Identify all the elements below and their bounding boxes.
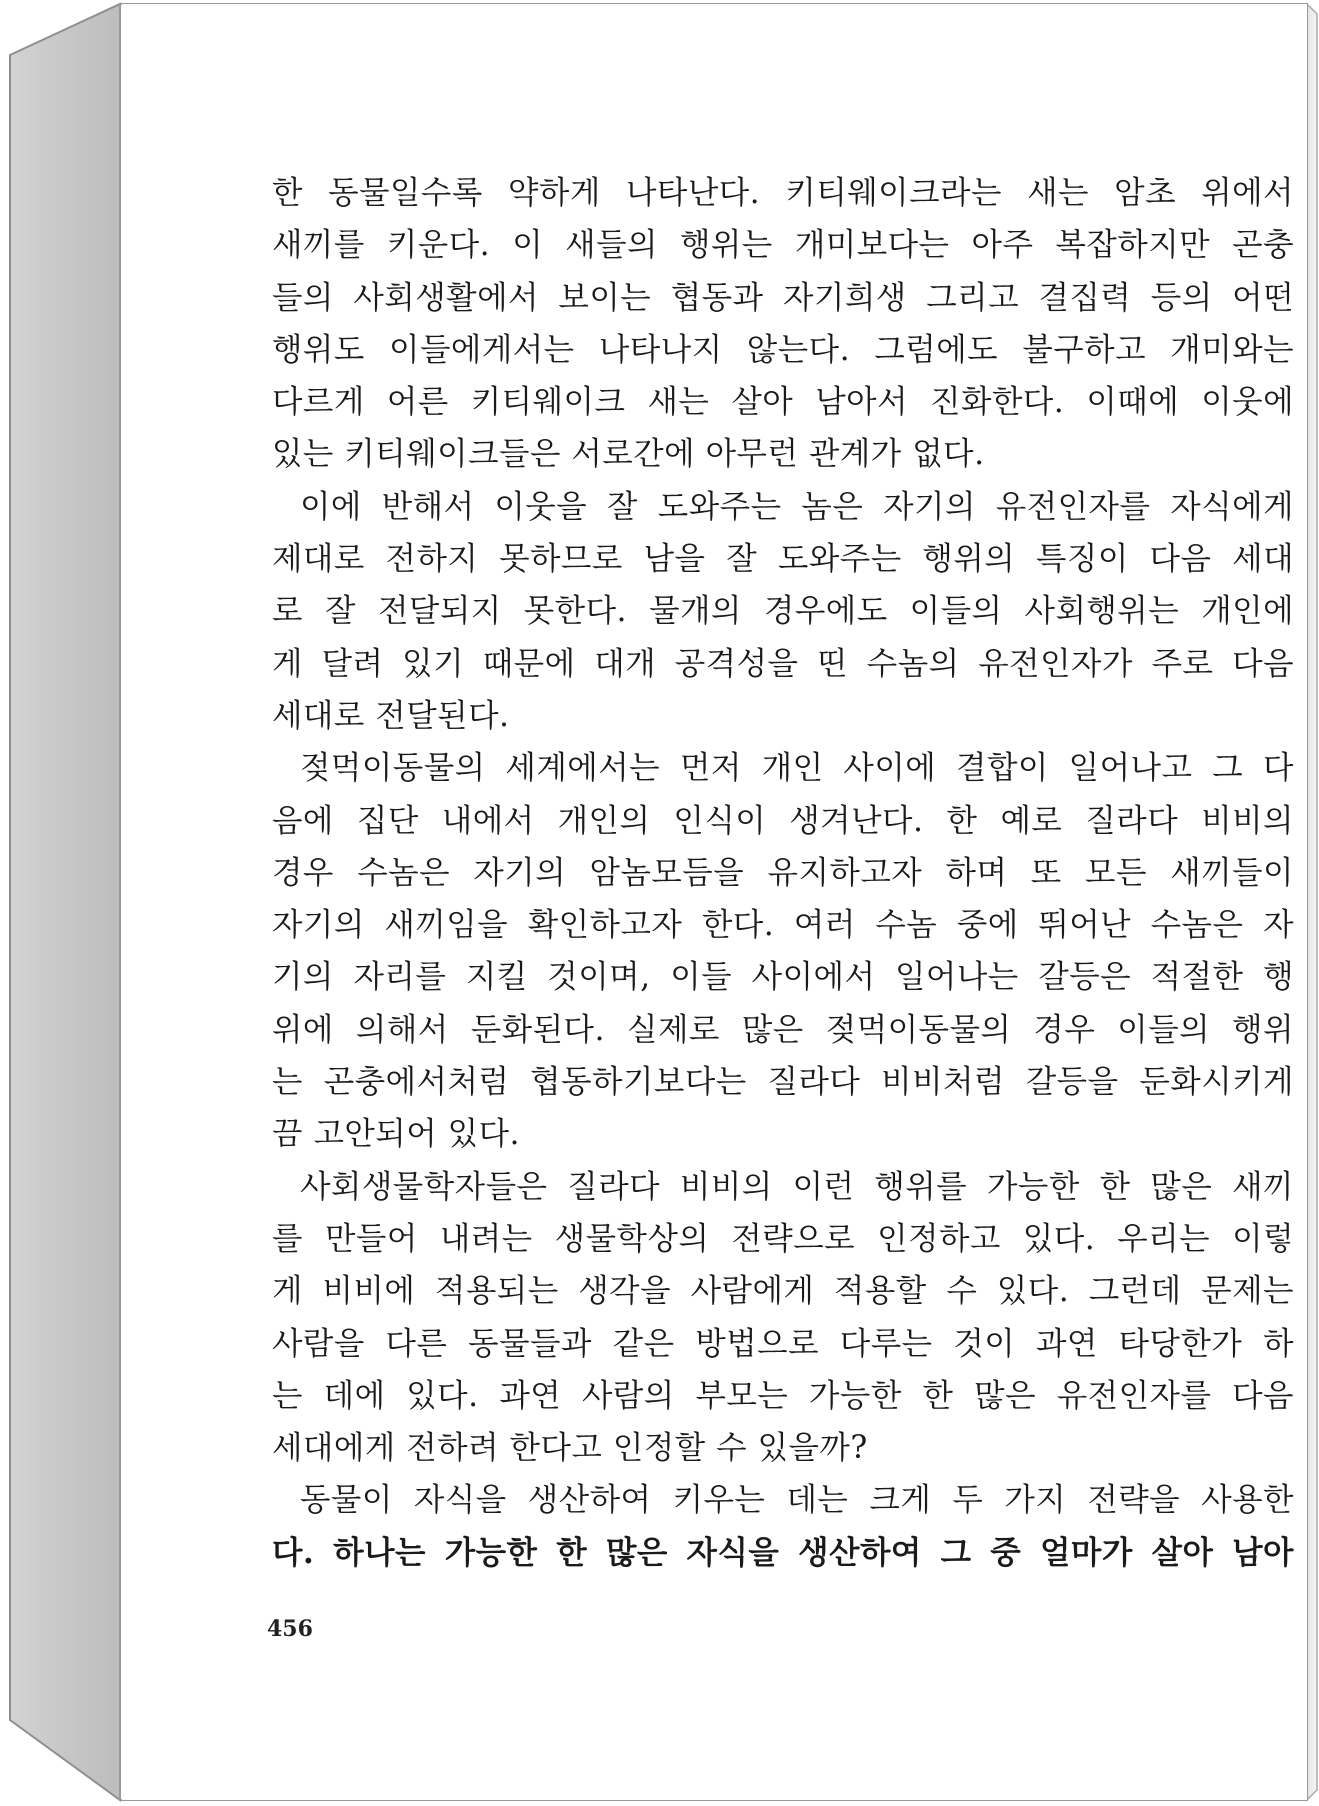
text-line: 기의 자리를 지킬 것이며, 이들 사이에서 일어나는 갈등은 적절한 행 <box>272 959 1294 996</box>
text-line: 다르게 어른 키티웨이크 새는 살아 남아서 진화한다. 이때에 이웃에 <box>272 384 1294 421</box>
text-line: 사람을 다른 동물들과 같은 방법으로 다루는 것이 과연 타당한가 하 <box>272 1325 1294 1362</box>
text-line: 젖먹이동물의 세계에서는 먼저 개인 사이에 결합이 일어나고 그 다 <box>300 750 1294 787</box>
text-line: 새끼를 키운다. 이 새들의 행위는 개미보다는 아주 복잡하지만 곤충 <box>272 227 1294 264</box>
page-body-text <box>272 167 1294 1579</box>
book-page-edge <box>1307 4 1317 1800</box>
text-line: 위에 의해서 둔화된다. 실제로 많은 젖먹이동물의 경우 이들의 행위 <box>272 1011 1294 1048</box>
text-line: 세대에게 전하려 한다고 인정할 수 있을까? <box>272 1430 868 1467</box>
text-line: 자기의 새끼임을 확인하고자 한다. 여러 수놈 중에 뛰어난 수놈은 자 <box>272 907 1294 944</box>
text-line: 한 동물일수록 약하게 나타난다. 키티웨이크라는 새는 암초 위에서 <box>272 175 1294 211</box>
text-line: 끔 고안되어 있다. <box>272 1116 521 1153</box>
text-line: 음에 집단 내에서 개인의 인식이 생겨난다. 한 예로 질라다 비비의 <box>272 802 1294 839</box>
text-line: 들의 사회생활에서 보이는 협동과 자기희생 그리고 결집력 등의 어떤 <box>272 279 1294 316</box>
text-line: 동물이 자식을 생산하여 키우는 데는 크게 두 가지 전략을 사용한 <box>300 1482 1294 1519</box>
text-line: 행위도 이들에게서는 나타나지 않는다. 그럼에도 불구하고 개미와는 <box>272 331 1294 368</box>
text-line: 는 데에 있다. 과연 사람의 부모는 가능한 한 많은 유전인자를 다음 <box>272 1377 1294 1414</box>
text-line: 경우 수놈은 자기의 암놈모듬을 유지하고자 하며 또 모든 새끼들이 <box>272 854 1294 891</box>
book-spine <box>10 4 120 1800</box>
text-line: 이에 반해서 이웃을 잘 도와주는 놈은 자기의 유전인자를 자식에게 <box>300 488 1294 525</box>
text-line: 있는 키티웨이크들은 서로간에 아무런 관계가 없다. <box>272 436 985 473</box>
text-line: 는 곤충에서처럼 협동하기보다는 질라다 비비처럼 갈등을 둔화시키게 <box>272 1064 1294 1101</box>
text-line: 를 만들어 내려는 생물학상의 전략으로 인정하고 있다. 우리는 이렇 <box>272 1220 1294 1257</box>
text-line: 다. 하나는 가능한 한 많은 자식을 생산하여 그 중 얼마가 살아 남아 <box>272 1533 1294 1571</box>
page-number: 456 <box>267 1616 313 1642</box>
text-line: 제대로 전하지 못하므로 남을 잘 도와주는 행위의 특징이 다음 세대 <box>272 541 1294 578</box>
text-line: 게 비비에 적용되는 생각을 사람에게 적용할 수 있다. 그런데 문제는 <box>272 1273 1294 1310</box>
text-line: 게 달려 있기 때문에 대개 공격성을 띤 수놈의 유전인자가 주로 다음 <box>272 645 1294 682</box>
document-page <box>122 4 1307 1800</box>
text-line: 세대로 전달된다. <box>272 697 510 734</box>
text-line: 사회생물학자들은 질라다 비비의 이런 행위를 가능한 한 많은 새끼 <box>300 1168 1294 1205</box>
text-line: 로 잘 전달되지 못한다. 물개의 경우에도 이들의 사회행위는 개인에 <box>272 593 1294 630</box>
